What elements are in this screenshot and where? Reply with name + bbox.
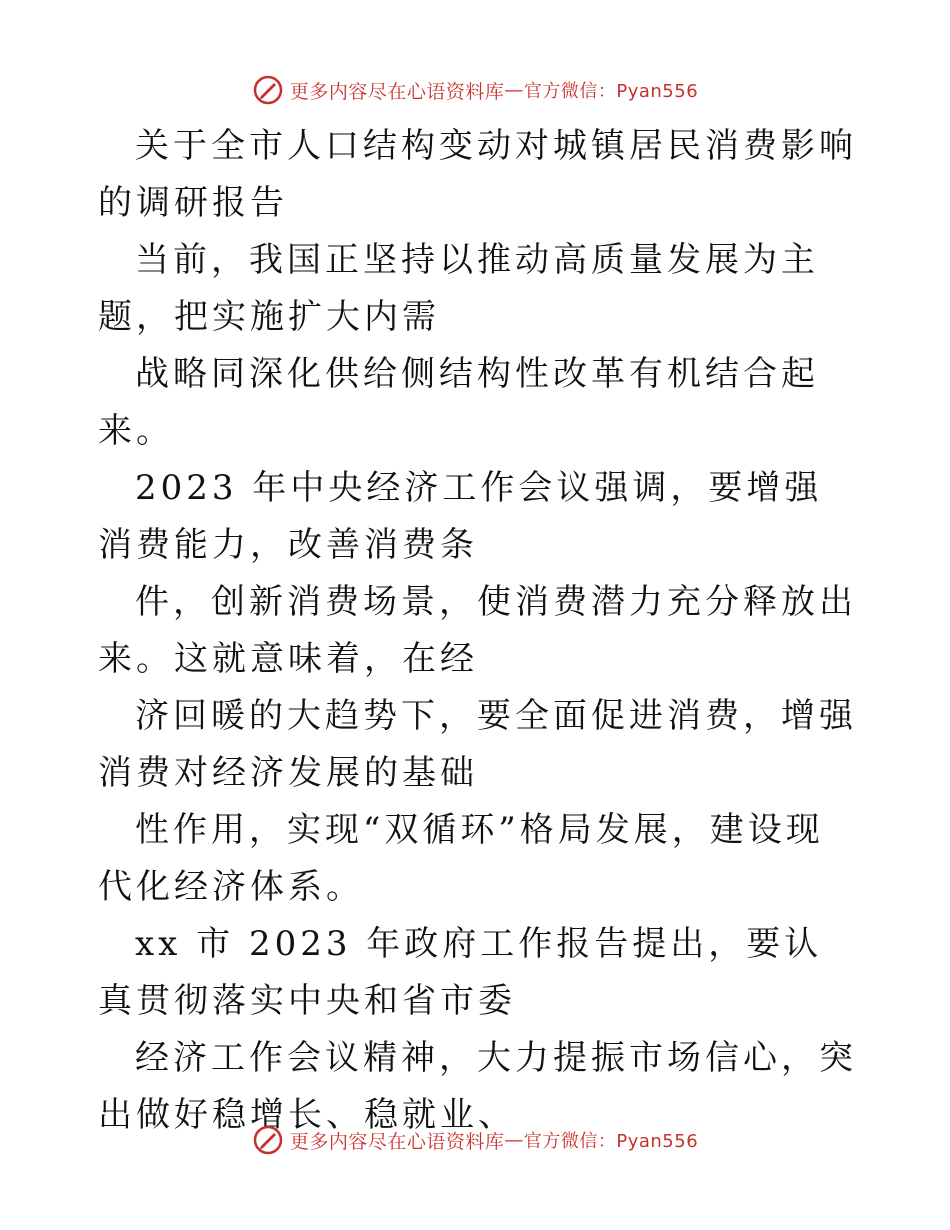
banner-wechat: 官方微信：Pyan556 [523,1131,699,1152]
paragraph: 当前，我国正坚持以推动高质量发展为主题，把实施扩大内需 [98,240,819,337]
paragraph: 战略同深化供给侧结构性改革有机结合起来。 [98,354,819,451]
footer-watermark-banner [0,1120,950,1160]
paragraph: xx 市 2023 年政府工作报告提出，要认真贯彻落实中央和省市委 [98,924,823,1021]
paragraph: 性作用，实现“双循环”格局发展，建设现代化经济体系。 [98,810,824,907]
banner-wechat: 官方微信：Pyan556 [523,81,699,102]
paragraph: 济回暖的大趋势下，要全面促进消费，增强消费对经济发展的基础 [98,696,857,793]
banner-text: 更多内容尽在心语资料库 [289,80,505,103]
banner-separator: — [504,79,524,101]
paragraph: 关于全市人口结构变动对城镇居民消费影响的调研报告 [98,126,857,223]
paragraph: 2023 年中央经济工作会议强调，要增强消费能力，改善消费条 [98,468,823,565]
logo-icon [252,1124,284,1156]
logo-icon [252,74,284,106]
paragraph: 经济工作会议精神，大力提振市场信心，突出做好稳增长、稳就业、 [98,1038,857,1135]
header-watermark-banner [0,70,950,110]
paragraph: 件，创新消费场景，使消费潜力充分释放出来。这就意味着，在经 [98,582,857,679]
document-body [98,118,858,1144]
banner-text: 更多内容尽在心语资料库 [289,1130,505,1153]
banner-separator: — [504,1129,524,1151]
